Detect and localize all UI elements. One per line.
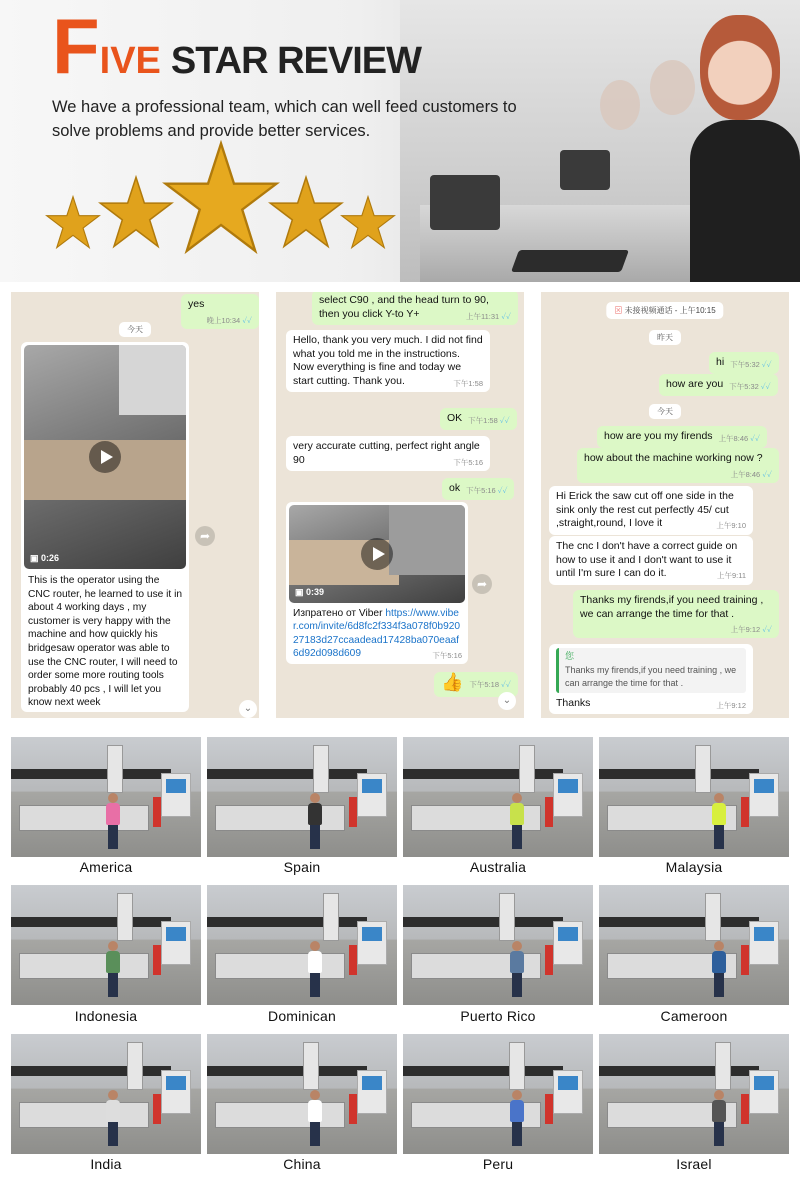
- machine-part: [741, 1094, 749, 1124]
- customer-photo-peru: [403, 1034, 593, 1154]
- message-time: 下午5:16: [432, 651, 462, 660]
- machine-head: [127, 1042, 143, 1090]
- video-thumbnail[interactable]: [24, 345, 186, 569]
- machine-part: [741, 797, 749, 827]
- viber-video-message: [286, 502, 468, 664]
- machine-bridge: [403, 917, 563, 927]
- person-legs: [512, 825, 522, 849]
- machine-part: [153, 1094, 161, 1124]
- customer-photo-india: [11, 1034, 201, 1154]
- person-head: [108, 1090, 118, 1100]
- machine-head: [323, 893, 339, 941]
- message-time: 下午5:32 ✓✓: [730, 360, 771, 369]
- monitor-icon: [560, 150, 610, 190]
- person-head: [512, 1090, 522, 1100]
- country-caption-australia: Australia: [469, 859, 527, 875]
- message-accurate-cutting: [286, 436, 490, 471]
- machine-head: [695, 745, 711, 793]
- missed-call-icon: ⊠: [614, 306, 623, 315]
- person-head: [108, 793, 118, 803]
- message-time: 上午9:12: [716, 700, 746, 710]
- machine-table: [215, 1102, 345, 1128]
- message-hi-erick: [549, 486, 753, 535]
- message-time: 上午9:10: [716, 521, 746, 530]
- quoted-message[interactable]: [556, 648, 746, 693]
- factory-photo: [403, 1034, 593, 1154]
- person-torso: [106, 803, 120, 825]
- person-head: [310, 1090, 320, 1100]
- cnc-head: [119, 345, 186, 415]
- person-torso: [510, 1100, 524, 1122]
- machine-head: [107, 745, 123, 793]
- star-icon: [45, 195, 101, 251]
- message-text: ok: [449, 482, 461, 494]
- country-caption-spain: Spain: [283, 859, 321, 875]
- machine-part: [153, 797, 161, 827]
- five-star-review-banner: [0, 0, 800, 282]
- day-divider: 昨天: [649, 330, 681, 345]
- machine-part: [349, 945, 357, 975]
- machine-bridge: [403, 769, 563, 779]
- machine-bridge: [207, 769, 367, 779]
- message-text: Hello, thank you very much. I did not find what you told me in the instructions. Now everything is fine and today we start cutting. Thank you.: [293, 334, 483, 387]
- factory-photo: [403, 885, 593, 1005]
- message-time: 下午1:58 ✓✓: [468, 416, 509, 425]
- message-time: 上午9:12 ✓✓: [731, 625, 772, 634]
- message-text: Hi Erick the saw cut off one side in the sink only the rest cut perfectly 45/ cut ,straight,round, I love it: [556, 490, 734, 529]
- person-head: [714, 793, 724, 803]
- scroll-down-icon[interactable]: ⌄: [239, 700, 257, 718]
- message-text: how are you: [666, 378, 724, 390]
- person-legs: [512, 1122, 522, 1146]
- machine-head: [715, 1042, 731, 1090]
- message-text: very accurate cutting, perfect right angle 90: [293, 440, 480, 466]
- message-time: 下午5:32 ✓✓: [729, 382, 770, 391]
- machine-part: [349, 1094, 357, 1124]
- title-first-word-rest: IVE: [99, 40, 161, 82]
- viber-prefix: Изпратено от Viber: [293, 608, 386, 619]
- person-torso: [106, 951, 120, 973]
- customer-person: [308, 1090, 322, 1146]
- message-time: 上午8:46 ✓✓: [719, 434, 760, 443]
- video-thumbnail[interactable]: [289, 505, 465, 603]
- factory-photo: [599, 737, 789, 857]
- message-hi: [709, 352, 779, 374]
- person-torso: [510, 951, 524, 973]
- person-head: [714, 941, 724, 951]
- machine-table: [215, 805, 345, 831]
- person-head: [512, 941, 522, 951]
- machine-bridge: [599, 917, 759, 927]
- person-legs: [512, 973, 522, 997]
- machine-head: [303, 1042, 319, 1090]
- factory-photo: [599, 1034, 789, 1154]
- machine-part: [545, 945, 553, 975]
- day-divider: 今天: [119, 322, 151, 337]
- message-time: 上午8:46 ✓✓: [731, 470, 772, 479]
- customer-photo-spain: [207, 737, 397, 857]
- country-caption-peru: Peru: [482, 1156, 514, 1172]
- play-icon[interactable]: [361, 538, 393, 570]
- customer-photo-dominican: [207, 885, 397, 1005]
- control-screen: [166, 779, 186, 793]
- machine-bridge: [599, 769, 759, 779]
- scroll-down-icon[interactable]: ⌄: [498, 692, 516, 710]
- country-caption-israel: Israel: [676, 1156, 712, 1172]
- customer-photo-australia: [403, 737, 593, 857]
- customer-person: [510, 941, 524, 997]
- quoted-author: 您: [565, 651, 575, 661]
- message-text: Thanks my firends,if you need training , we can arrange the time for that .: [580, 594, 764, 620]
- play-icon[interactable]: [89, 441, 121, 473]
- message-time: 晚上10:34 ✓✓: [206, 316, 252, 325]
- message-training: [573, 590, 779, 638]
- message-machine-working: [577, 448, 779, 483]
- person-legs: [714, 973, 724, 997]
- customer-person: [510, 1090, 524, 1146]
- background-agent: [600, 80, 640, 130]
- person-legs: [108, 1122, 118, 1146]
- message-time: 下午5:18 ✓✓: [469, 680, 510, 689]
- message-text: hi: [716, 356, 725, 368]
- person-legs: [108, 825, 118, 849]
- thumbs-up-icon: 👍: [441, 672, 464, 692]
- machine-head: [117, 893, 133, 941]
- customer-person: [510, 793, 524, 849]
- support-agent-head: [700, 15, 780, 120]
- message-thanks-reply: [549, 644, 753, 714]
- message-time: 上午9:11: [716, 571, 746, 580]
- control-screen: [754, 1076, 774, 1090]
- factory-photo: [11, 737, 201, 857]
- factory-photo: [403, 737, 593, 857]
- banner-subtitle: We have a professional team, which can well feed customers to solve problems and provide better services.: [52, 98, 517, 140]
- machine-part: [153, 945, 161, 975]
- machine-head: [499, 893, 515, 941]
- customer-photo-china: [207, 1034, 397, 1154]
- message-ok-2: [442, 478, 514, 500]
- chat-screenshot-2: [276, 292, 524, 718]
- five-stars-rating: [40, 140, 410, 255]
- message-text: OK: [447, 412, 463, 424]
- control-screen: [166, 1076, 186, 1090]
- forward-icon[interactable]: ➦: [472, 574, 492, 594]
- customer-person: [106, 793, 120, 849]
- message-text: how about the machine working now ?: [584, 452, 763, 464]
- customer-person: [106, 941, 120, 997]
- country-caption-america: America: [79, 859, 133, 875]
- control-screen: [166, 927, 186, 941]
- cnc-head: [389, 505, 465, 575]
- person-legs: [310, 825, 320, 849]
- chat-screenshot-1: [11, 292, 259, 718]
- quoted-text: Thanks my firends,if you need training , we can arrange the time for that .: [565, 664, 737, 688]
- machine-table: [19, 953, 149, 979]
- video-duration-text: 0:39: [306, 586, 325, 597]
- customer-person: [712, 793, 726, 849]
- person-head: [512, 793, 522, 803]
- control-screen: [754, 927, 774, 941]
- star-icon: [160, 140, 282, 258]
- person-torso: [106, 1100, 120, 1122]
- person-torso: [308, 1100, 322, 1122]
- person-head: [714, 1090, 724, 1100]
- person-legs: [310, 973, 320, 997]
- country-caption-indonesia: Indonesia: [74, 1008, 138, 1024]
- factory-photo: [207, 1034, 397, 1154]
- person-head: [108, 941, 118, 951]
- message-how-are-you-firends: [597, 426, 767, 448]
- background-agent: [650, 60, 695, 115]
- factory-photo: [207, 737, 397, 857]
- message-text: select C90 , and the head turn to 90, then you click Y-to Y+: [319, 294, 489, 320]
- monitor-icon: [430, 175, 500, 230]
- country-caption-china: China: [283, 1156, 321, 1172]
- person-head: [310, 941, 320, 951]
- machine-bridge: [11, 769, 171, 779]
- machine-bridge: [207, 917, 367, 927]
- day-divider: 今天: [649, 404, 681, 419]
- video-message: [21, 342, 189, 712]
- customer-person: [106, 1090, 120, 1146]
- missed-video-call: [606, 302, 723, 319]
- message-text: The cnc I don't have a correct guide on how to use it and I don't want to use it until I'm sure I can do it.: [556, 540, 738, 579]
- star-icon: [340, 195, 396, 251]
- forward-icon[interactable]: ➦: [195, 526, 215, 546]
- machine-bridge: [599, 1066, 759, 1076]
- message-text: how are you my firends: [604, 430, 713, 442]
- person-legs: [108, 973, 118, 997]
- customer-person: [308, 941, 322, 997]
- factory-photo: [11, 885, 201, 1005]
- person-head: [310, 793, 320, 803]
- country-caption-india: India: [90, 1156, 122, 1172]
- control-screen: [362, 927, 382, 941]
- person-legs: [714, 825, 724, 849]
- keyboard-icon: [511, 250, 629, 272]
- control-screen: [558, 779, 578, 793]
- machine-part: [349, 797, 357, 827]
- person-torso: [712, 803, 726, 825]
- country-caption-puerto-rico: Puerto Rico: [460, 1008, 536, 1024]
- title-second-part: STAR REVIEW: [170, 40, 421, 82]
- message-yes: [181, 294, 259, 329]
- message-time: 上午11:31 ✓✓: [466, 312, 511, 321]
- message-select-c90: [312, 292, 518, 325]
- video-duration-text: 0:26: [41, 552, 60, 563]
- message-thank-you: [286, 330, 490, 392]
- machine-bridge: [403, 1066, 563, 1076]
- video-duration: ▣ 0:26: [30, 552, 60, 563]
- machine-part: [545, 797, 553, 827]
- factory-photo: [207, 885, 397, 1005]
- factory-photo: [599, 885, 789, 1005]
- customer-person: [712, 1090, 726, 1146]
- machine-head: [519, 745, 535, 793]
- support-agent: [690, 120, 800, 282]
- country-caption-malaysia: Malaysia: [665, 859, 723, 875]
- customer-photo-cameroon: [599, 885, 789, 1005]
- message-time: 下午5:16: [453, 457, 483, 467]
- machine-table: [19, 805, 149, 831]
- factory-photo: [11, 1034, 201, 1154]
- machine-head: [509, 1042, 525, 1090]
- message-how-are-you: [659, 374, 778, 396]
- message-time: 下午5:16 ✓✓: [466, 486, 507, 495]
- control-screen: [754, 779, 774, 793]
- control-screen: [362, 779, 382, 793]
- video-duration: ▣ 0:39: [295, 586, 325, 597]
- message-cnc-guide: [549, 536, 753, 585]
- message-ok: [440, 408, 517, 430]
- person-legs: [310, 1122, 320, 1146]
- person-torso: [712, 1100, 726, 1122]
- star-icon: [268, 175, 344, 251]
- person-torso: [308, 803, 322, 825]
- machine-head: [705, 893, 721, 941]
- customer-photo-america: [11, 737, 201, 857]
- customer-photo-israel: [599, 1034, 789, 1154]
- control-screen: [558, 1076, 578, 1090]
- customer-photo-puerto-rico: [403, 885, 593, 1005]
- customer-photo-malaysia: [599, 737, 789, 857]
- country-caption-cameroon: Cameroon: [660, 1008, 728, 1024]
- chat-screenshot-3: [541, 292, 789, 718]
- machine-bridge: [11, 917, 171, 927]
- person-torso: [712, 951, 726, 973]
- person-torso: [510, 803, 524, 825]
- missed-call-text: 未接视频通话 - 上午10:15: [624, 306, 716, 315]
- machine-table: [215, 953, 345, 979]
- customer-photo-indonesia: [11, 885, 201, 1005]
- machine-bridge: [207, 1066, 367, 1076]
- message-time: 下午1:58: [453, 378, 483, 388]
- customer-person: [712, 941, 726, 997]
- banner-title: [52, 2, 421, 90]
- video-caption: This is the operator using the CNC router, he learned to use it in about 4 working days , my customer is very happy with the machine and how quickly his bridgesaw operator was able to use the CNC router, I will need to order some more routing tools probably 40 pcs , I will let you know next week: [28, 575, 183, 709]
- machine-part: [741, 945, 749, 975]
- control-screen: [362, 1076, 382, 1090]
- machine-part: [545, 1094, 553, 1124]
- customer-person: [308, 793, 322, 849]
- machine-bridge: [11, 1066, 171, 1076]
- person-legs: [714, 1122, 724, 1146]
- machine-head: [313, 745, 329, 793]
- machine-table: [19, 1102, 149, 1128]
- message-text: yes: [188, 298, 205, 310]
- control-screen: [558, 927, 578, 941]
- person-torso: [308, 951, 322, 973]
- viber-invite-link[interactable]: https://www.viber.com/invite/6d8fc2f334f3a078f0b92027183d27ccaadead17428ba070eaaf6d92d098d609: [293, 608, 461, 660]
- message-text: Thanks: [556, 696, 591, 709]
- country-caption-dominican: Dominican: [268, 1008, 336, 1024]
- title-initial: F: [52, 2, 98, 90]
